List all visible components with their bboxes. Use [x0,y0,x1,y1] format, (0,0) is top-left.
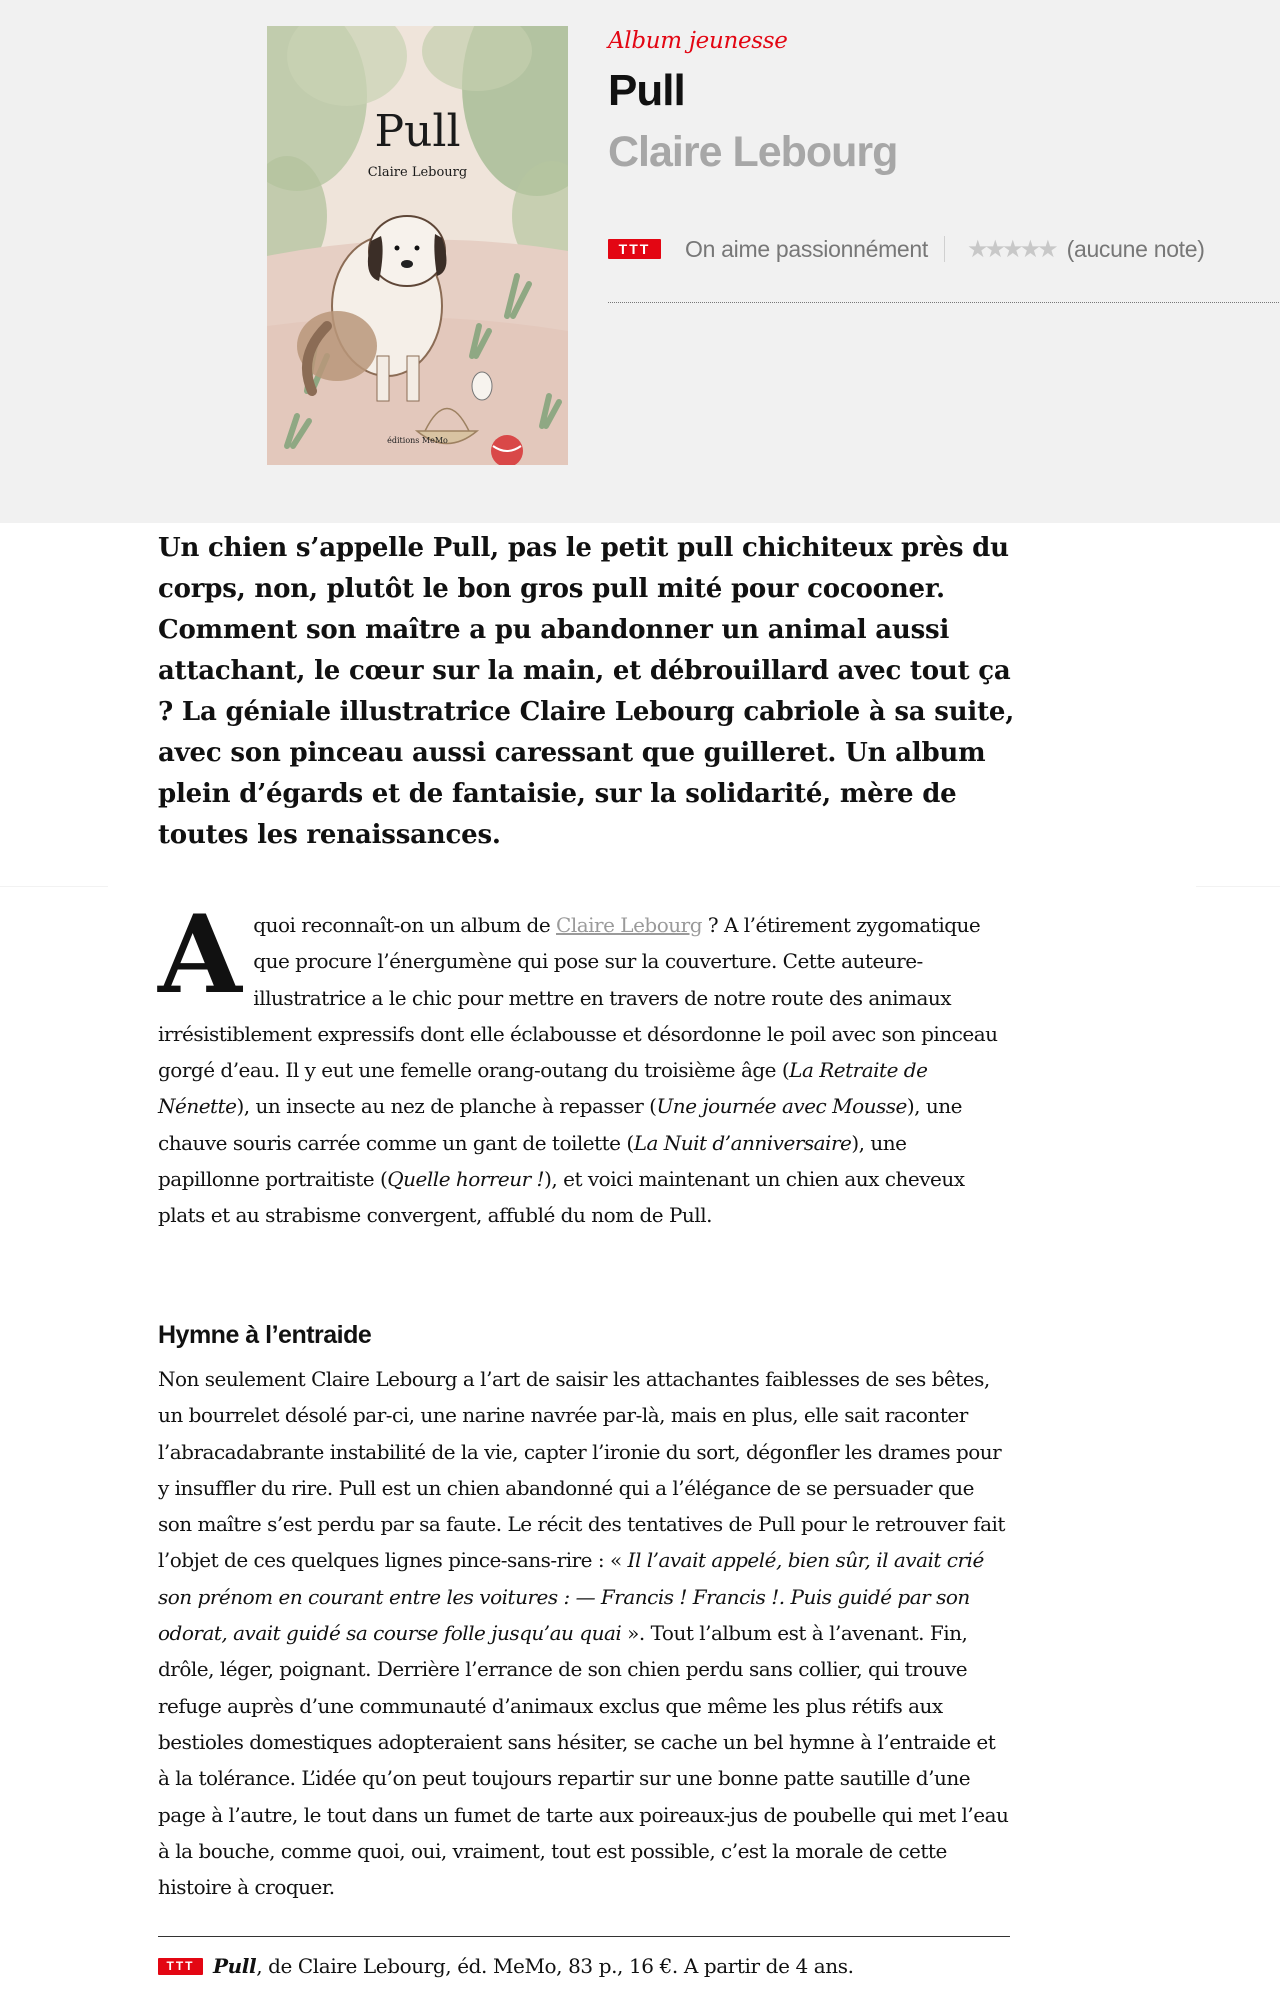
text-run: ? A l’étirement zygomatique que procure l’énergumène qui pose sur la couverture. Cette auteure-illustratrice a le chic pour mettre en travers de notre route des animaux irrésistiblement expressifs dont elle éclabousse et désordonne le poil avec son pinceau gorgé d’eau. Il y eut une femelle orang-outang du troisième âge ( [158,913,998,1083]
cover-title: Pull [374,106,461,157]
drop-cap: A [158,892,242,1018]
section-divider-left [0,886,108,887]
cover-illustration [267,26,568,465]
star-rating-icon[interactable]: ★★★★★ [967,235,1055,263]
category-label[interactable]: Album jeunesse [608,28,788,54]
ttt-badge-icon: TTT [608,239,661,259]
book-title-ref: Quelle horreur ! [387,1167,545,1192]
text-run: ), et voici maintenant un chien aux cheveux plats et au strabisme convergent, affublé du nom de Pull. [158,1167,965,1228]
text-run: ), une papillonne portraitiste ( [158,1130,907,1192]
book-title-ref: La Retraite de Nénette [158,1058,928,1119]
section-heading: Hymne à l’entraide [158,1321,372,1349]
cover-author: Claire Lebourg [367,165,468,180]
text-run: Non seulement Claire Lebourg a l’art de saisir les attachantes faiblesses de ses bêtes, un bourrelet désolé par-ci, une narine navrée par-là, mais en plus, elle sait raconter l’abracadabrante instabilité de la vie, capter l’ironie du sort, dégonfler les drames pour y insuffler du rire. Pull est un chien abandonné qui a l’élégance de se persuader que son maître s’est perdu par sa faute. Le récit des tentatives de Pull pour le retrouver fait l’objet de ces quelques lignes pince-sans-rire : « [158,1367,1005,1573]
quote: Il l’avait appelé, bien sûr, il avait crié son prénom en courant entre les voitures : — Francis ! Francis !. Puis guidé par son odorat, avait guidé sa course folle jusqu’au quai [158,1548,984,1646]
book-cover-image[interactable] [267,26,568,465]
article-lead: Un chien s’appelle Pull, pas le petit pull chichiteux près du corps, non, plutôt le bon gros pull mité pour cocooner. Comment son maître a pu abandonner un animal aussi attachant, le cœur sur la main, et débrouillard avec tout ça ? La géniale illustratrice Claire Lebourg cabriole à sa suite, avec son pinceau aussi caressant que guilleret. Un album plein d’égards et de fantaisie, sur la solidarité, mère de toutes les renaissances. [158,533,1015,850]
book-title-ref: Une journée avec Mousse [656,1094,907,1119]
article-paragraph-1 [158,892,1011,1234]
author-link[interactable]: Claire Lebourg [556,913,702,937]
ttt-badge-icon: TTT [158,1958,203,1975]
book-title: Pull [608,66,685,115]
book-title-ref: La Nuit d’anniversaire [633,1130,852,1155]
text-run: ), une chauve souris carrée comme un gant de toilette ( [158,1094,962,1155]
book-info-footer [158,1954,1058,1978]
article-paragraph-2 [158,1361,1011,1905]
footer-divider [158,1936,1010,1937]
section-divider-right [1196,886,1280,887]
critic-rating-label: On aime passionnément [685,235,929,262]
text-run: ». Tout l’album est à l’avenant. Fin, drôle, léger, poignant. Derrière l’errance de son chien perdu sans collier, qui trouve refuge auprès d’une communauté d’animaux exclus que même les plus rétifs aux bestioles domestiques adopteraient sans hésiter, se cache un bel hymne à l’entraide et à la tolérance. L’idée qu’on peut toujours repartir sur une bonne patte sautille d’une page à l’autre, le tout dans un fumet de tarte aux poireaux-jus de poubelle qui met l’eau à la bouche, comme quoi, oui, vraiment, tout est possible, c’est la morale de cette histoire à croquer. [158,1621,1009,1900]
book-author[interactable]: Claire Lebourg [608,128,898,176]
footer-book-details: , de Claire Lebourg, éd. MeMo, 83 p., 16 €. A partir de 4 ans. [256,1954,854,1978]
rating-separator [944,236,945,262]
book-meta [608,22,1280,263]
meta-divider [608,302,1279,303]
text-run: quoi reconnaît-on un album de [253,913,557,937]
rating-row [608,230,1280,268]
reader-rating-label: (aucune note) [1066,235,1205,262]
footer-book-title: Pull [213,1954,257,1978]
cover-publisher: éditions MeMo [387,436,448,445]
text-run: ), un insecte au nez de planche à repasser ( [236,1094,657,1119]
